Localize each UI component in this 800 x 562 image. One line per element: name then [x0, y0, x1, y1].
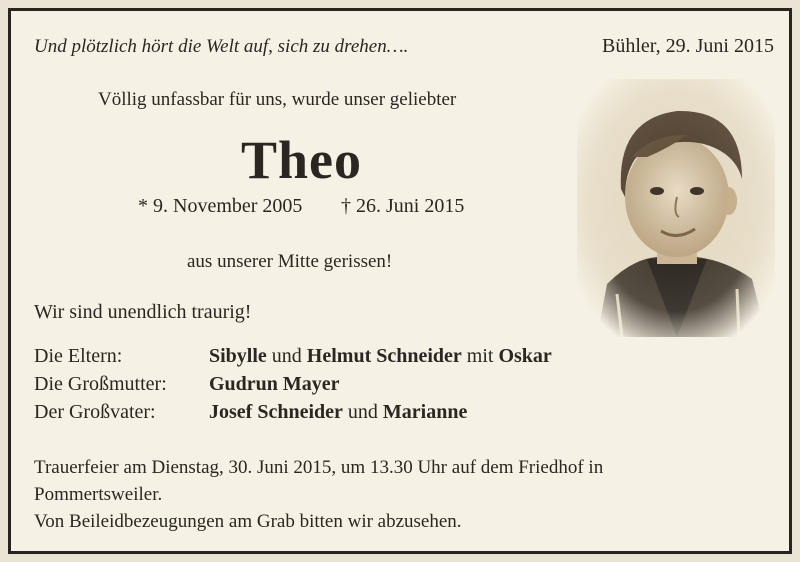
- condolence-note: Von Beileidbezeugungen am Grab bitten wir abzusehen.: [34, 511, 462, 532]
- death-date: † 26. Juni 2015: [341, 195, 465, 217]
- intro-text: Völlig unfassbar für uns, wurde unser geliebter: [98, 89, 457, 110]
- mourning-statement: Wir sind unendlich traurig!: [34, 301, 252, 323]
- closing-text: aus unserer Mitte gerissen!: [187, 251, 393, 272]
- grandmother-names: [209, 373, 340, 396]
- funeral-info: Trauerfeier am Dienstag, 30. Juni 2015, um 13.30 Uhr auf dem Friedhof in: [34, 457, 604, 478]
- grandfather-names: [209, 401, 467, 424]
- deceased-name: Theo: [241, 130, 363, 190]
- place-date: Bühler, 29. Juni 2015: [602, 35, 774, 57]
- parents-names: [209, 345, 552, 368]
- sibling-name: Oskar: [498, 345, 552, 367]
- mother-name: Sibylle: [209, 345, 267, 367]
- conjunction: und: [266, 345, 307, 367]
- grandfather-name: Josef Schneider: [209, 401, 343, 423]
- grandmother-label: Die Großmutter:: [34, 373, 167, 395]
- conjunction: mit: [461, 345, 499, 367]
- motto: Und plötzlich hört die Welt auf, sich zu drehen….: [34, 36, 409, 57]
- father-name: Helmut Schneider: [306, 345, 462, 367]
- grandfather-partner-name: Marianne: [382, 401, 468, 423]
- parents-label: Die Eltern:: [34, 345, 123, 367]
- obituary-card: [8, 8, 792, 554]
- conjunction: und: [342, 401, 383, 423]
- birth-date: * 9. November 2005: [138, 195, 303, 217]
- portrait-photo: [577, 79, 775, 337]
- grandfather-label: Der Großvater:: [34, 401, 156, 423]
- grandmother-name: Gudrun Mayer: [209, 373, 340, 395]
- funeral-location: Pommertsweiler.: [34, 484, 163, 505]
